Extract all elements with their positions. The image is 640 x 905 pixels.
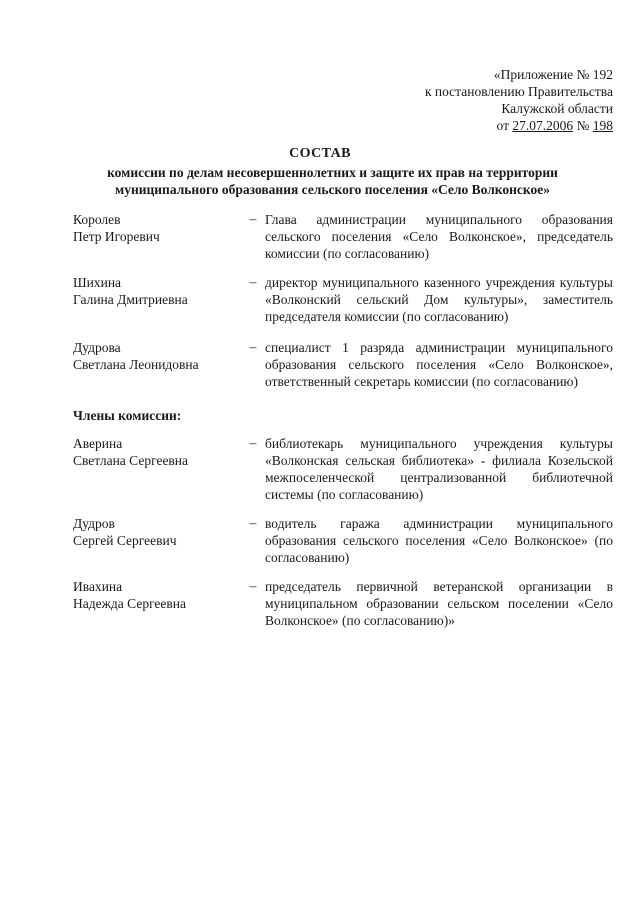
person-given-name: Светлана Сергеевна bbox=[73, 453, 189, 468]
person-name bbox=[73, 274, 238, 308]
person-name bbox=[73, 339, 238, 373]
person-name bbox=[73, 515, 238, 549]
resolution-date-line bbox=[373, 117, 613, 134]
dash-separator: – bbox=[249, 339, 257, 354]
person-role: директор муниципального казенного учреждения культуры «Волконский сельский Дом культуры», заместитель председателя комиссии (по согласованию) bbox=[265, 275, 613, 324]
dash-separator: – bbox=[249, 515, 257, 530]
document-subtitle: комиссии по делам несовершеннолетних и защите их прав на территории муниципального образования сельского поселения «Село Волконское» bbox=[107, 165, 558, 197]
person-name bbox=[73, 435, 238, 469]
person-given-name: Сергей Сергеевич bbox=[73, 533, 177, 548]
resolution-number: 198 bbox=[592, 118, 613, 133]
person-name bbox=[73, 211, 238, 245]
person-surname: Аверина bbox=[73, 436, 123, 451]
dash-separator: – bbox=[249, 578, 257, 593]
person-given-name: Надежда Сергеевна bbox=[73, 596, 187, 611]
person-role: водитель гаража администрации муниципального образования сельского поселения «Село Волконское» (по согласованию) bbox=[265, 516, 613, 565]
person-role: Глава администрации муниципального образования сельского поселения «Село Волконское», председатель комиссии (по согласованию) bbox=[265, 212, 613, 261]
members-heading: Члены комиссии: bbox=[73, 408, 182, 423]
person-role: библиотекарь муниципального учреждения культуры «Волконская сельская библиотека» - филиала Козельской межпоселенческой централизованной библиотечной системы (по согласованию) bbox=[265, 436, 613, 502]
person-role: специалист 1 разряда администрации муниципального образования сельского поселения «Село Волконское», ответственный секретарь комиссии (по согласованию) bbox=[265, 340, 613, 389]
dash-separator: – bbox=[249, 435, 257, 450]
person-name bbox=[73, 578, 238, 612]
person-surname: Ивахина bbox=[73, 579, 123, 594]
person-given-name: Петр Игоревич bbox=[73, 229, 160, 244]
dash-separator: – bbox=[249, 211, 257, 226]
person-surname: Дудров bbox=[73, 516, 115, 531]
person-role: председатель первичной ветеранской организации в муниципальном образовании сельском поселении «Село Волконское» (по согласованию)» bbox=[265, 579, 613, 628]
person-given-name: Галина Дмитриевна bbox=[73, 292, 188, 307]
dash-separator: – bbox=[249, 274, 257, 289]
region-label: Калужской области bbox=[501, 101, 613, 116]
date-prefix: от bbox=[496, 118, 513, 133]
resolution-label: к постановлению Правительства bbox=[424, 84, 613, 99]
person-surname: Шихина bbox=[73, 275, 122, 290]
number-prefix: № bbox=[573, 118, 593, 133]
person-surname: Королев bbox=[73, 212, 121, 227]
appendix-label: «Приложение № 192 bbox=[493, 67, 613, 82]
document-title: СОСТАВ bbox=[289, 146, 351, 161]
person-given-name: Светлана Леонидовна bbox=[73, 357, 199, 372]
document-header bbox=[373, 66, 613, 134]
person-surname: Дудрова bbox=[73, 340, 121, 355]
resolution-date: 27.07.2006 bbox=[512, 118, 574, 133]
